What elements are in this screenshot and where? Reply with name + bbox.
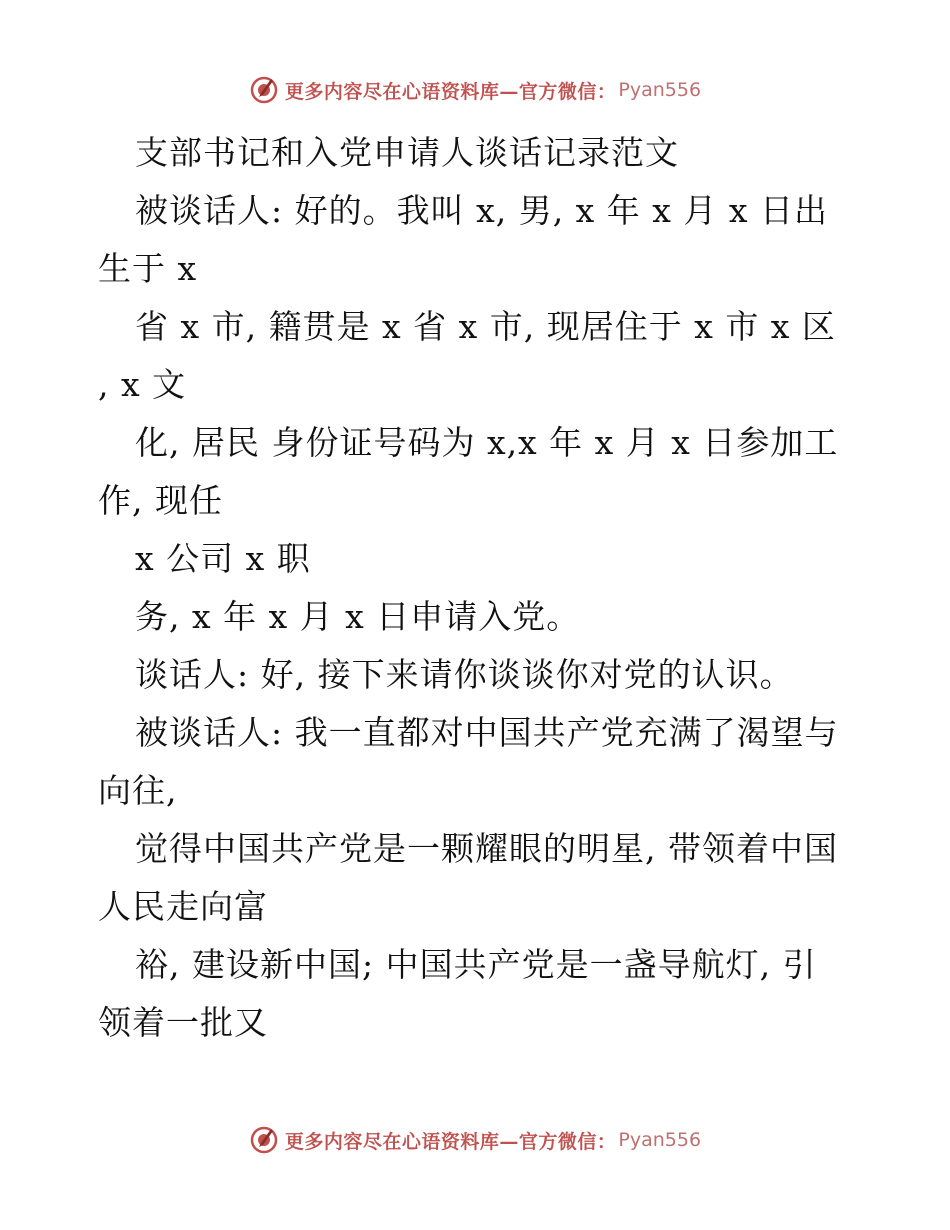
document-body (98, 124, 850, 1052)
paragraph: 化, 居民 身份证号码为 x,x 年 x 月 x 日参加工作, 现任 (98, 423, 839, 520)
quill-pen-seal-icon (249, 1125, 279, 1155)
paragraph: 觉得中国共产党是一颗耀眼的明星, 带领着中国人民走向富 (98, 829, 838, 926)
document-title: 支部书记和入党申请人谈话记录范文 (135, 133, 679, 172)
paragraph: 被谈话人: 我一直都对中国共产党充满了渴望与向往, (98, 713, 839, 810)
paragraph: 裕, 建设新中国; 中国共产党是一盏导航灯, 引领着一批又 (98, 945, 817, 1042)
header-banner-id: Pyan556 (618, 79, 702, 101)
header-banner (0, 70, 950, 110)
paragraph: x 公司 x 职 (135, 539, 311, 578)
paragraph: 谈话人: 好, 接下来请你谈谈你对党的认识。 (135, 655, 794, 694)
paragraph: 务, x 年 x 月 x 日申请入党。 (135, 597, 581, 636)
paragraph: 被谈话人: 好的。我叫 x, 男, x 年 x 月 x 日出生于 x (98, 191, 828, 288)
footer-banner (0, 1120, 950, 1160)
paragraph: 省 x 市, 籍贯是 x 省 x 市, 现居住于 x 市 x 区 , x 文 (98, 307, 848, 404)
footer-banner-id: Pyan556 (618, 1129, 702, 1151)
footer-banner-text: 更多内容尽在心语资料库—官方微信： (284, 1130, 617, 1153)
quill-pen-seal-icon (249, 75, 279, 105)
header-banner-text: 更多内容尽在心语资料库—官方微信： (284, 80, 617, 103)
